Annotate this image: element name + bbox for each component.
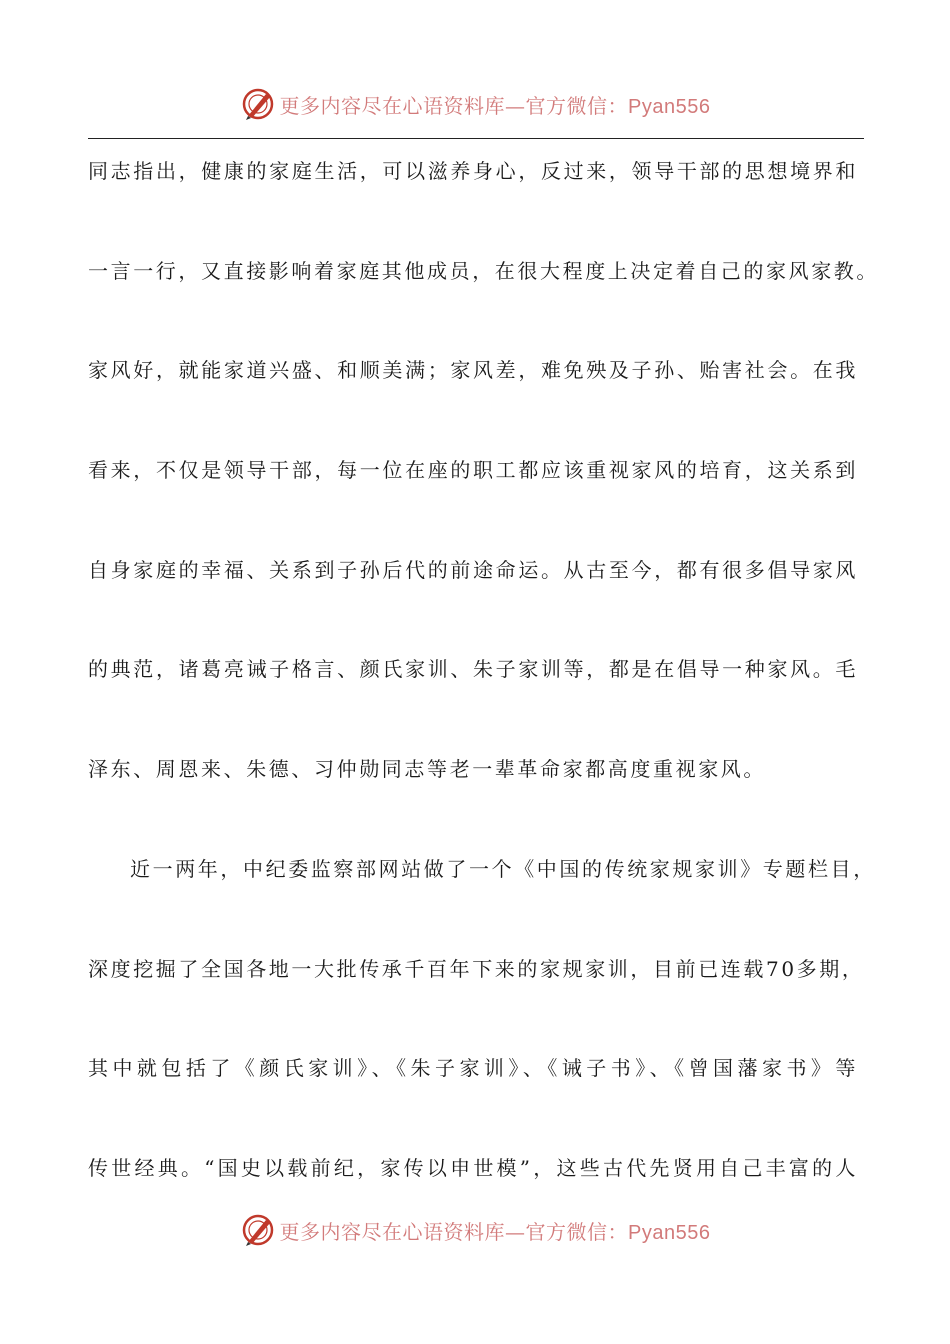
body-line-3: 家风好，就能家道兴盛、和顺美满；家风差，难免殃及子孙、贻害社会。在我 [88, 358, 858, 383]
header-banner [0, 84, 950, 124]
pen-circle-logo-icon [240, 1212, 276, 1248]
body-line-2: 一言一行，又直接影响着家庭其他成员，在很大程度上决定着自己的家风家教。 [88, 258, 879, 283]
pen-circle-logo-icon [240, 86, 276, 122]
footer-label [280, 1216, 711, 1245]
body-line-10: 其中就包括了《颜氏家训》、《朱子家训》、《诫子书》、《曾国藩家书》等 [88, 1056, 858, 1081]
body-line-5: 自身家庭的幸福、关系到子孙后代的前途命运。从古至今，都有很多倡导家风 [88, 557, 858, 582]
body-line-8: 近一两年，中纪委监察部网站做了一个《中国的传统家规家训》专题栏目， [130, 856, 876, 881]
body-line-9: 深度挖掘了全国各地一大批传承千百年下来的家规家训，目前已连载70多期， [88, 956, 865, 981]
body-line-6: 的典范，诸葛亮诫子格言、颜氏家训、朱子家训等，都是在倡导一种家风。毛 [88, 657, 858, 682]
body-line-7: 泽东、周恩来、朱德、习仲勋同志等老一辈革命家都高度重视家风。 [88, 757, 766, 782]
header-text: 更多内容尽在心语资料库—官方微信： [279, 93, 629, 118]
body-line-1: 同志指出，健康的家庭生活，可以滋养身心，反过来，领导干部的思想境界和 [88, 159, 858, 183]
header-wechat-id: Pyan556 [628, 95, 711, 118]
header-label [280, 90, 711, 119]
header-divider [88, 138, 864, 139]
footer-text: 更多内容尽在心语资料库—官方微信： [279, 1219, 629, 1244]
body-line-4: 看来，不仅是领导干部，每一位在座的职工都应该重视家风的培育，这关系到 [88, 458, 858, 483]
footer-banner [0, 1210, 950, 1250]
body-line-11: 传世经典。“国史以载前纪，家传以申世模”，这些古代先贤用自己丰富的人 [88, 1155, 858, 1180]
document-body [88, 148, 879, 1245]
footer-wechat-id: Pyan556 [628, 1221, 711, 1244]
